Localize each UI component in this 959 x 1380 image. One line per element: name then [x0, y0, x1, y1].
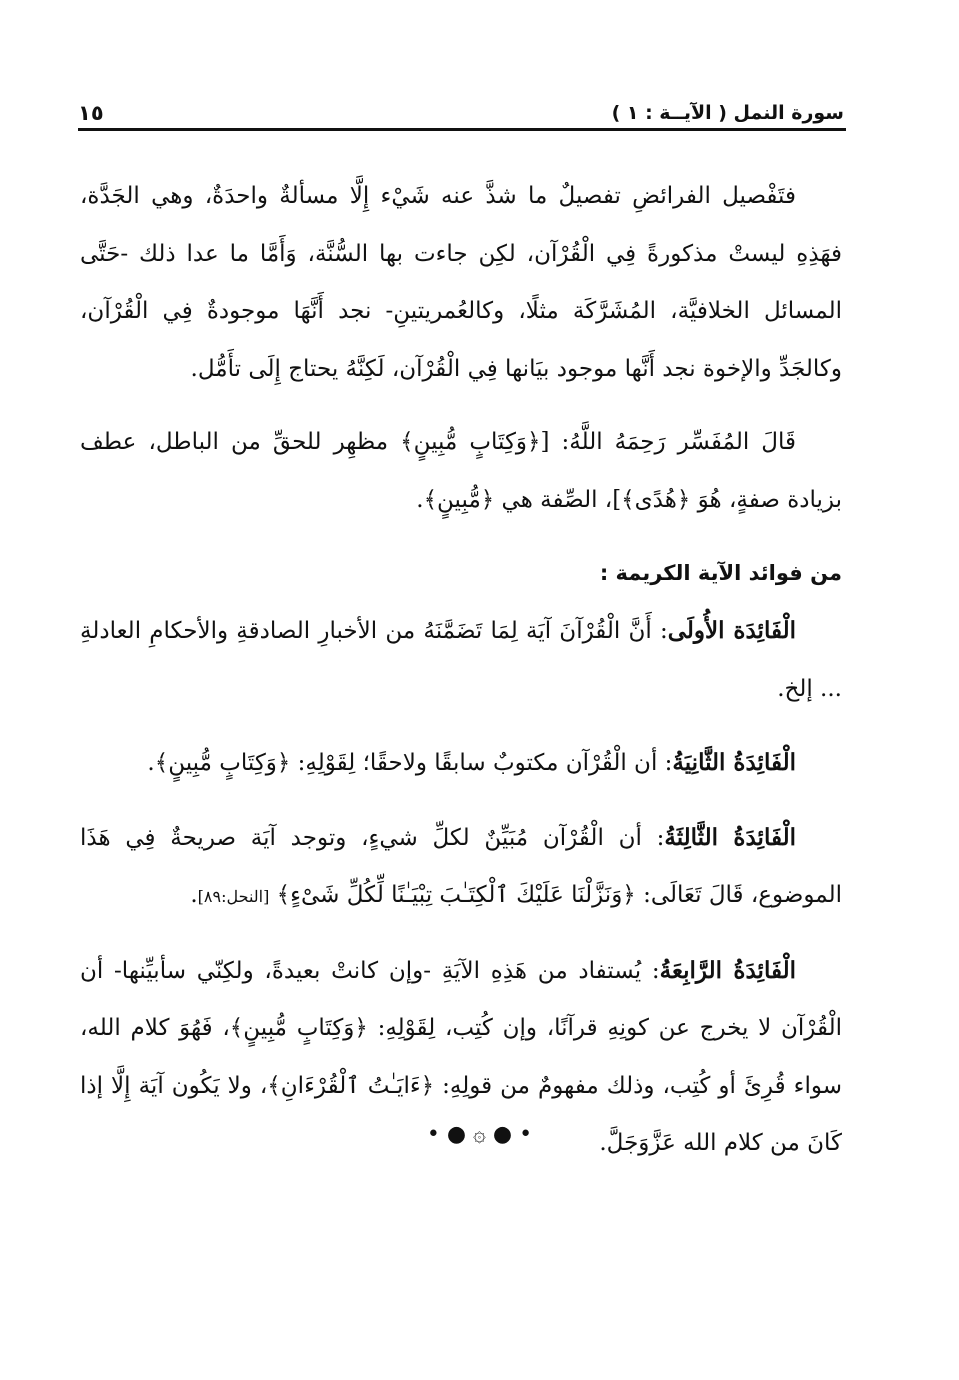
benefit-3-text: : أن الْقُرْآن مُبَيِّنٌ لكلِّ شيءٍ، وتوجد آيَة صريحةٌ فِي هَذَا الموضوع، قَالَ تَعَالَى: ﴿وَنَزَّلْنَا عَلَيْكَ ٱلْكِتَـٰبَ تِبْيَـٰنًا لِّكُلِّ شَىْءٍ﴾ [80, 824, 842, 908]
section-heading: من فوائد الآية الكريمة : [599, 561, 842, 585]
paragraph-mufassir: قَالَ المُفَسِّر رَحِمَهُ اللَّهُ: [﴿وَكِتَابٍ مُّبِينٍ﴾ مظهِر للحقِّ من الباطل، عطف بزيادة صفةٍ، هُوَ ﴿هُدًى﴾]، الصِّفة هي ﴿مُّبِينٍ﴾. [80, 429, 842, 513]
surah-title: سورة النمل ( الآيــة : ١ ) [611, 102, 844, 124]
benefit-4-lead: الْفَائِدَةُ الرَّابِعَةُ [659, 956, 796, 984]
verse-reference: [النحل:٨٩] [197, 887, 270, 906]
benefit-1-lead: الْفَائِدَة الأُولَى [667, 617, 796, 644]
benefit-2-text: : أن الْقُرْآن مكتوبٌ سابقًا ولاحقًا؛ لِقَوْلِهِ: ﴿وَكِتَابٍ مُّبِينٍ﴾. [147, 750, 673, 776]
benefit-1 [80, 602, 842, 718]
running-header [78, 96, 844, 130]
benefit-1-text: : أَنَّ الْقُرْآنَ آيَة لِمَا تَضَمَّنَهُ من الأخبارِ الصادقةِ والأحكامِ العادلةِ ... إلخ. [80, 618, 842, 702]
benefit-3-lead: الْفَائِدَةُ الثَّالِثَةُ [664, 823, 796, 851]
paragraph-faraid: فتَفْصيل الفرائضِ تفصيلٌ ما شذَّ عنه شَيْء إِلَّا مسألةٌ واحدَةٌ، وهي الجَدَّة، فهَذِهِ ليستْ مذكورةً فِي الْقُرْآن، لكِن جاءت بها السُّنَّة، وَأَمَّا ما عدا ذلك -حَتَّى المسائل الخلافيَّة، المُشَرَّكَة مثلًا، وكالعُمريتينِ- نجد أَنَّهَا موجودةٌ فِي الْقُرْآن، وكالجَدِّ والإخوة نجد أَنَّها موجود بيَانها فِي الْقُرْآن، لَكِنَّهُ يحتاج إِلَى تأَمُّل. [80, 183, 842, 382]
page-number: ١٥ [78, 101, 104, 125]
benefit-2 [80, 734, 842, 793]
benefit-4-text: : يُستفاد من هَذِهِ الآيَةِ -وإن كانتْ بعيدةً، ولكِنّي سأبيِّنها- أن الْقُرْآن لا يخرج عن كونِهِ قرآنًا، وإن كُتِب، لِقَوْلِهِ: ﴿وَكِتَابٍ مُّبِينٍ﴾، فَهُوَ كلام الله، سواء قُرِئَ أو كُتِب، وذلك مفهومٌ من قولِهِ: ﴿ءَايَـٰتُ ٱلْقُرْءَانِ﴾، ولا يَكُون آيَة إِلَّا إذا كَانَ من كلام الله عَزَّوَجَلَّ. [80, 957, 842, 1156]
header-rule [78, 128, 846, 131]
end-ornament: • ● ۞ ● • [426, 1122, 533, 1147]
page-body [80, 168, 842, 1173]
benefit-3 [80, 809, 842, 926]
benefit-3-end: . [190, 882, 198, 908]
benefit-2-lead: الْفَائِدَةُ الثَّانِيَةُ [672, 749, 796, 776]
